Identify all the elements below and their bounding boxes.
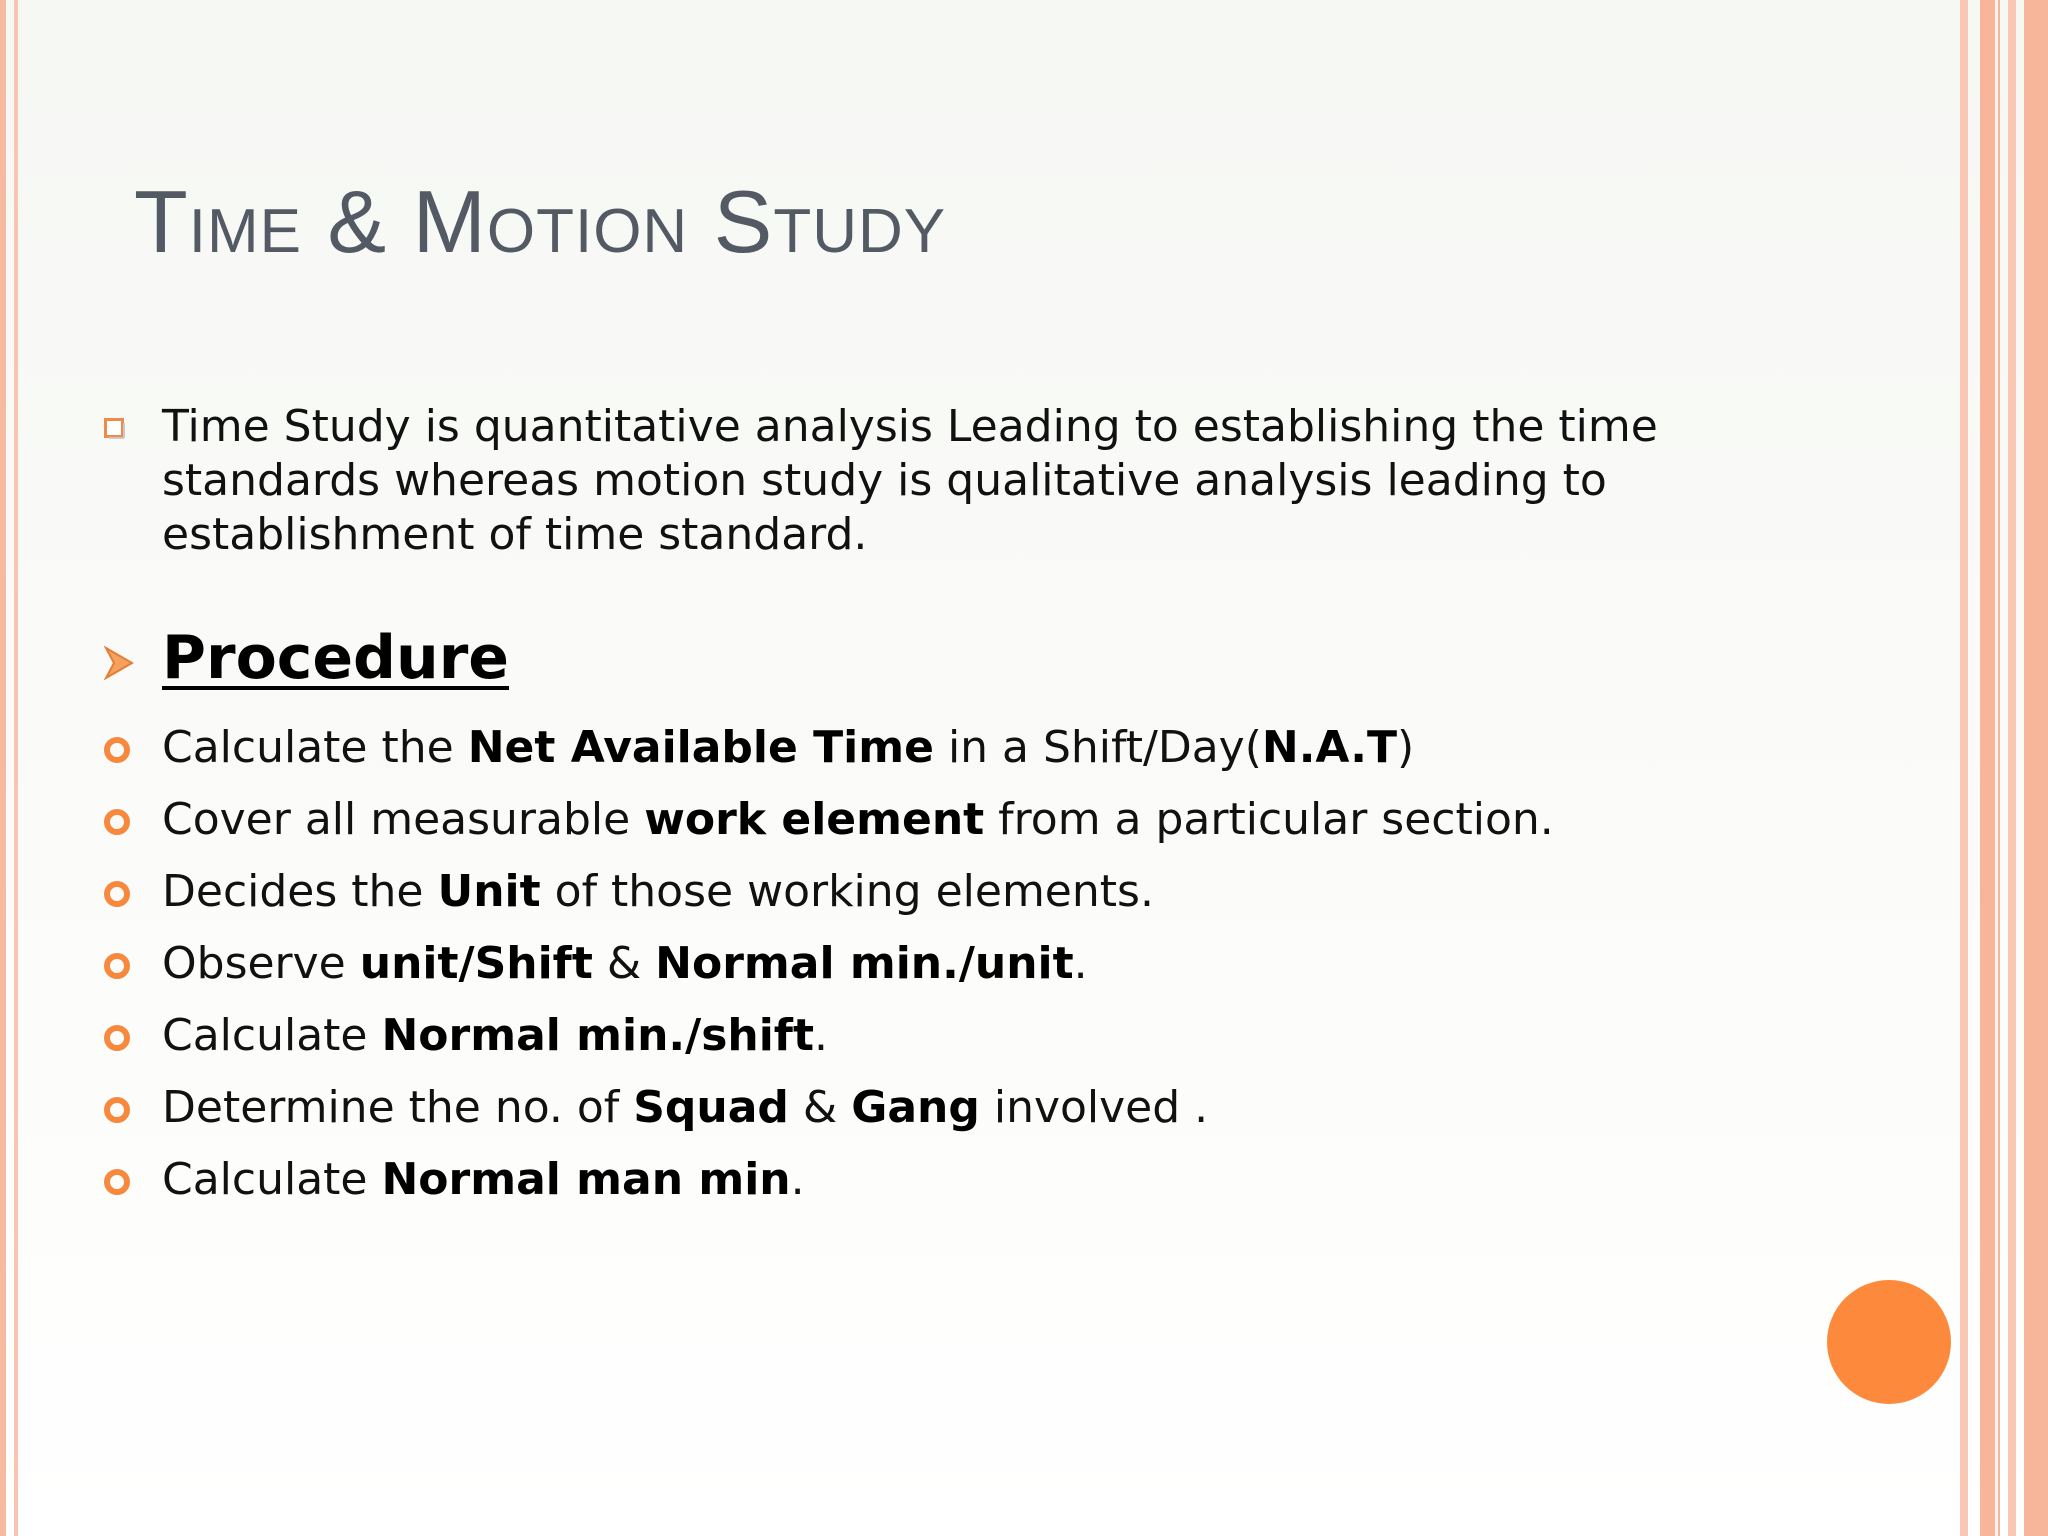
procedure-label: Procedure	[162, 623, 509, 693]
step-text-segment: &	[788, 1082, 852, 1133]
step-text-bold: Squad	[633, 1082, 789, 1133]
square-bullet-icon	[104, 418, 126, 440]
slide-title: Time & Motion Study	[134, 172, 947, 271]
step-text-segment: Determine the no. of	[162, 1082, 634, 1133]
step-text-bold: work element	[644, 794, 985, 845]
step-text-segment: involved .	[979, 1082, 1209, 1133]
step-text-segment: Calculate	[162, 1154, 382, 1205]
left-border-line-inner	[14, 0, 18, 1536]
circle-bullet-icon	[104, 1025, 130, 1051]
step-text-segment: in a Shift/Day(	[933, 722, 1262, 773]
step-text-segment: Decides the	[162, 866, 438, 917]
circle-bullet-icon	[104, 737, 130, 763]
right-border-highlight	[1995, 0, 1998, 1536]
intro-text: Time Study is quantitative analysis Leading to establishing the time standards whereas motion study is qualitative analysis leading to establishment of time standard.	[162, 401, 1658, 560]
step-text-segment: Calculate the	[162, 722, 468, 773]
step-text-bold: Gang	[851, 1082, 980, 1133]
circle-bullet-icon	[104, 953, 130, 979]
step-text-bold: Normal min./unit	[655, 938, 1074, 989]
step-text-segment: Calculate	[162, 1010, 382, 1061]
step-text-bold: Unit	[437, 866, 541, 917]
step-text-bold: N.A.T	[1261, 722, 1398, 773]
arrow-bullet-icon	[104, 646, 134, 680]
step-text-segment: Cover all measurable	[162, 794, 645, 845]
step-text-segment: &	[592, 938, 656, 989]
circle-bullet-icon	[104, 809, 130, 835]
step-text-segment: Observe	[162, 938, 360, 989]
right-border-line-outer	[2008, 0, 2016, 1536]
circle-bullet-icon	[104, 1097, 130, 1123]
step-text-segment: .	[814, 1010, 828, 1061]
right-border-line	[1960, 0, 1968, 1536]
procedure-step-text	[162, 718, 1414, 778]
procedure-step-text	[162, 1150, 805, 1210]
step-text-segment: .	[1073, 938, 1088, 989]
procedure-step-text	[162, 790, 1554, 850]
right-border-band-outer	[2024, 0, 2048, 1536]
accent-circle	[1827, 1280, 1951, 1404]
circle-bullet-icon	[104, 881, 130, 907]
procedure-step-text	[162, 934, 1088, 994]
step-text-bold: Normal min./shift	[381, 1010, 814, 1061]
step-text-segment: of those working elements.	[540, 866, 1154, 917]
step-text-segment: )	[1397, 722, 1415, 773]
circle-bullet-icon	[104, 1169, 130, 1195]
procedure-step-text	[162, 862, 1154, 922]
procedure-step-text	[162, 1078, 1208, 1138]
step-text-segment: from a particular section.	[984, 794, 1554, 845]
step-text-bold: unit/Shift	[359, 938, 593, 989]
procedure-step-text	[162, 1006, 828, 1066]
step-text-bold: Net Available Time	[467, 722, 934, 773]
left-border-line	[0, 0, 6, 1536]
step-text-bold: Normal man min	[381, 1154, 791, 1205]
step-text-segment: .	[790, 1154, 805, 1205]
